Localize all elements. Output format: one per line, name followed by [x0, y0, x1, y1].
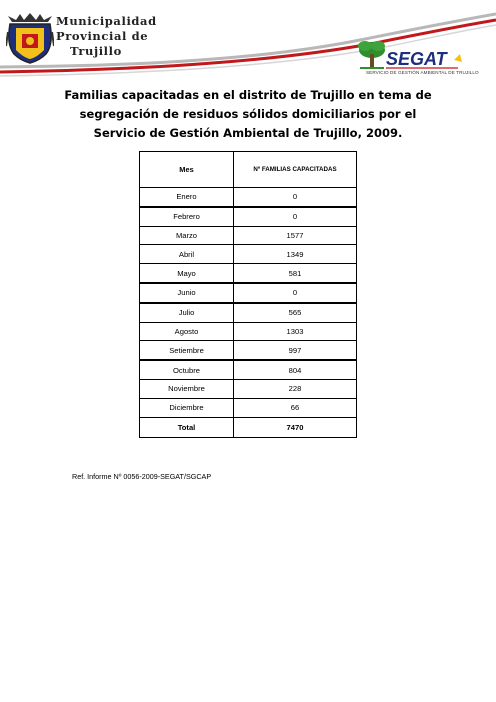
cell-mes: Julio	[140, 303, 234, 322]
cell-familias: 804	[234, 360, 357, 379]
table-row	[140, 283, 357, 303]
municipality-name	[56, 14, 166, 59]
document-title: Familias capacitadas en el distrito de Trujillo en tema de segregación de residuos sólidos domiciliarios por el Servicio de Gestión Ambiental de Trujillo, 2009.	[64, 88, 432, 140]
cell-familias: 997	[234, 341, 357, 360]
municipality-line-3: Trujillo	[70, 44, 122, 58]
table-row	[140, 341, 357, 360]
cell-familias: 565	[234, 303, 357, 322]
table-row	[140, 245, 357, 264]
cell-familias: 228	[234, 379, 357, 398]
municipality-crest-logo	[6, 12, 54, 64]
cell-mes: Noviembre	[140, 379, 234, 398]
cell-mes: Diciembre	[140, 398, 234, 417]
table-row	[140, 379, 357, 398]
table-row	[140, 398, 357, 417]
cell-familias: 1349	[234, 245, 357, 264]
cell-familias: 0	[234, 188, 357, 207]
cell-familias: 0	[234, 207, 357, 226]
cell-familias: 1577	[234, 226, 357, 245]
cell-familias: 66	[234, 398, 357, 417]
cell-familias: 581	[234, 264, 357, 283]
cell-familias: 0	[234, 283, 357, 303]
cell-mes: Enero	[140, 188, 234, 207]
header-familias: Nº FAMILIAS CAPACITADAS	[234, 152, 357, 188]
table-row	[140, 303, 357, 322]
cell-total-value: 7470	[234, 417, 357, 437]
segat-tagline: SERVICIO DE GESTIÓN AMBIENTAL DE TRUJILLO	[366, 70, 479, 75]
table-row	[140, 264, 357, 283]
reference-note: Ref. Informe Nº 0056-2009-SEGAT/SGCAP	[72, 472, 212, 481]
table-row	[140, 188, 357, 207]
cell-mes: Marzo	[140, 226, 234, 245]
table-row	[140, 360, 357, 379]
header-mes: Mes	[140, 152, 234, 188]
segat-logo-text: SEGAT	[386, 49, 447, 69]
table-header-row	[140, 152, 357, 188]
cell-mes: Febrero	[140, 207, 234, 226]
cell-familias: 1303	[234, 322, 357, 341]
table-row	[140, 207, 357, 226]
cell-mes: Abril	[140, 245, 234, 264]
table-total-row	[140, 417, 357, 437]
page-header	[0, 0, 496, 90]
table-row	[140, 226, 357, 245]
municipality-line-2: Provincial de	[56, 29, 149, 43]
cell-mes: Setiembre	[140, 341, 234, 360]
cell-mes: Octubre	[140, 360, 234, 379]
cell-total-label: Total	[140, 417, 234, 437]
cell-mes: Agosto	[140, 322, 234, 341]
cell-mes: Mayo	[140, 264, 234, 283]
families-table	[139, 151, 357, 438]
municipality-line-1: Municipalidad	[56, 14, 157, 28]
table-row	[140, 322, 357, 341]
cell-mes: Junio	[140, 283, 234, 303]
